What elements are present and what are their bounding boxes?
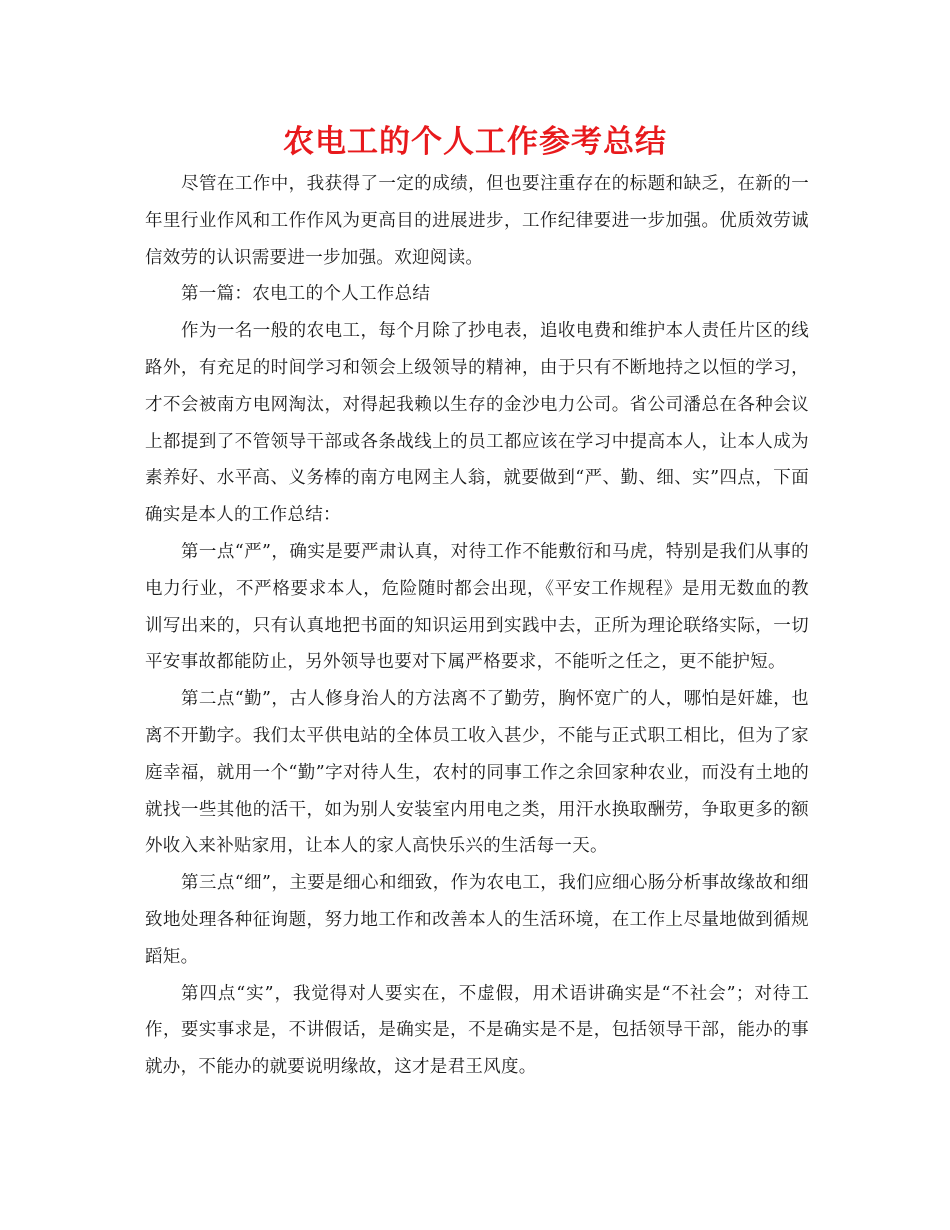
body-paragraph: 第二点“勤”，古人修身治人的方法离不了勤劳，胸怀宽广的人，哪怕是奸雄，也离不开勤字。我们太平供电站的全体员工收入甚少，不能与正式职工相比，但为了家庭幸福，就用一个“勤”字对待人生，农村的同事工作之余回家种农业，而没有土地的就找一些其他的活干，如为别人安装室内用电之类，用汗水换取酬劳，争取更多的额外收入来补贴家用，让本人的家人高快乐兴的生活每一天。 xyxy=(145,689,809,857)
document-body xyxy=(145,166,809,1086)
body-paragraph: 第一点“严”，确实是要严肃认真，对待工作不能敷衍和马虎，特别是我们从事的电力行业，不严格要求本人，危险随时都会出现，《平安工作规程》是用无数血的教训写出来的，只有认真地把书面的知识运用到实践中去，正所为理论联络实际，一切平安事故都能防止，另外领导也要对下属严格要求，不能听之任之，更不能护短。 xyxy=(145,541,809,673)
section-heading: 第一篇：农电工的个人工作总结 xyxy=(181,284,431,305)
document-title: 农电工的个人工作参考总结 xyxy=(283,124,667,160)
body-paragraph: 作为一名一般的农电工，每个月除了抄电表，追收电费和维护本人责任片区的线路外，有充足的时间学习和领会上级领导的精神，由于只有不断地持之以恒的学习，才不会被南方电网淘汰，对得起我赖以生存的金沙电力公司。省公司潘总在各种会议上都提到了不管领导干部或各条战线上的员工都应该在学习中提高本人，让本人成为素养好、水平高、义务棒的南方电网主人翁，就要做到“严、勤、细、实”四点，下面确实是本人的工作总结： xyxy=(145,321,809,526)
body-paragraph: 第四点“实”，我觉得对人要实在，不虚假，用术语讲确实是“不社会”；对待工作，要实事求是，不讲假话，是确实是，不是确实是不是，包括领导干部，能办的事就办，不能办的就要说明缘故，这才是君王风度。 xyxy=(145,983,809,1078)
body-paragraph: 第三点“细”，主要是细心和细致，作为农电工，我们应细心肠分析事故缘故和细致地处理各种征询题，努力地工作和改善本人的生活环境，在工作上尽量地做到循规蹈矩。 xyxy=(145,873,809,967)
intro-paragraph: 尽管在工作中，我获得了一定的成绩，但也要注重存在的标题和缺乏，在新的一年里行业作风和工作作风为更高目的进展进步，工作纪律要进一步加强。优质效劳诚信效劳的认识需要进一步加强。欢迎阅读。 xyxy=(145,174,809,268)
